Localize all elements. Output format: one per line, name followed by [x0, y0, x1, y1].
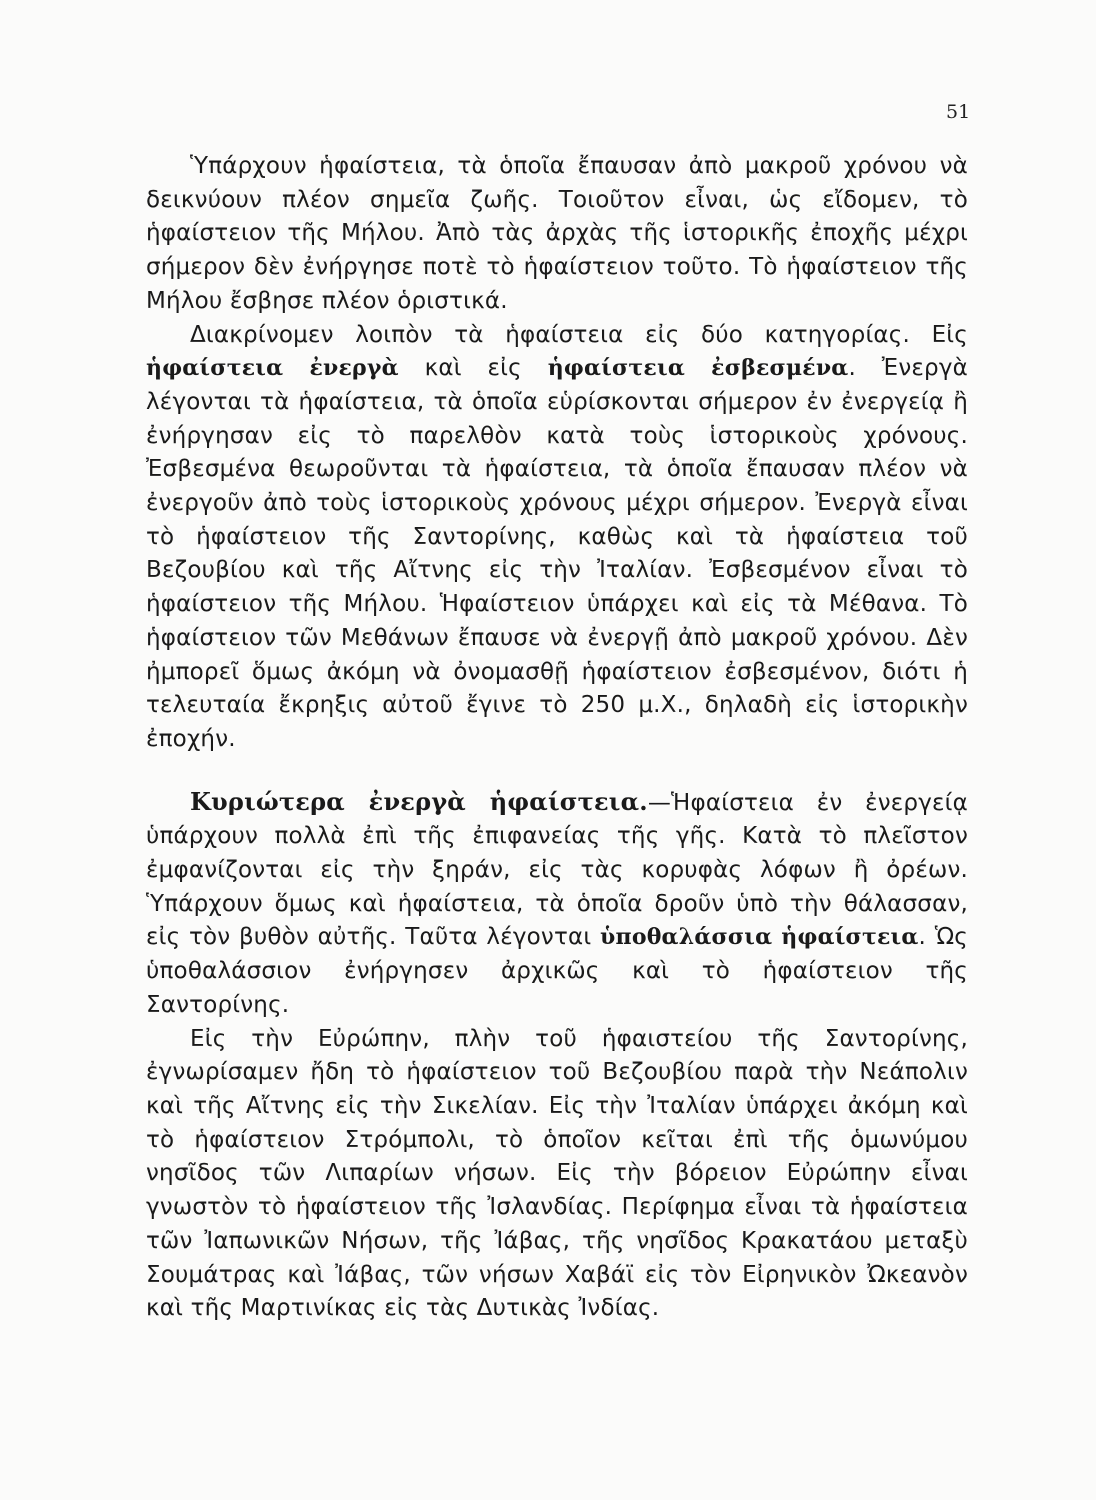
term-extinct-volcanoes: ἡφαίστεια ἐσβεσμένα [547, 355, 849, 382]
body-text [146, 150, 968, 1326]
paragraph-1: Ὑπάρχουν ἡφαίστεια, τὰ ὁποῖα ἔπαυσαν ἀπὸ μακροῦ χρόνου νὰ δεικνύουν πλέον σημεῖα ζωῆς. Τοιοῦτον εἶναι, ὡς εἴδομεν, τὸ ἡφαίστειον τῆς Μήλου. Ἀπὸ τὰς ἀρχὰς τῆς ἱστορικῆς ἐποχῆς μέχρι σήμερον δὲν ἐνήργησε ποτὲ τὸ ἡφαίστειον τοῦτο. Τὸ ἡφαίστειον τῆς Μήλου ἔσβησε πλέον ὁριστικά. [146, 153, 968, 314]
paragraph-2-text-c: καὶ εἰς [398, 355, 548, 382]
paragraph-2-text-a: Διακρίνομεν λοιπὸν τὰ ἡφαίστεια εἰς δύο κατηγορίας. Εἰς [190, 321, 968, 348]
term-submarine-volcanoes: ὑποθαλάσσια ἡφαίστεια [600, 924, 919, 951]
paragraph-3-text-a: —Ἡφαίστεια ἐν ἐνεργείᾳ ὑπάρχουν πολλὰ ἐπὶ τῆς ἐπιφανείας τῆς γῆς. Κατὰ τὸ πλεῖστον ἐμφανίζονται εἰς τὴν ξηράν, εἰς τὰς κορυφὰς λόφων ἢ ὀρέων. Ὑπάρχουν ὅμως καὶ ἡφαίστεια, τὰ ὁποῖα δροῦν ὑπὸ τὴν θάλασσαν, εἰς τὸν βυθὸν αὐτῆς. Ταῦτα λέγονται [146, 789, 968, 951]
term-active-volcanoes: ἡφαίστεια ἐνεργὰ [146, 355, 399, 382]
section-title: Κυριώτερα ἐνεργὰ ἡφαίστεια. [190, 786, 648, 816]
paragraph-4: Εἰς τὴν Εὐρώπην, πλὴν τοῦ ἡφαιστείου τῆς Σαντορίνης, ἐγνωρίσαμεν ἤδη τὸ ἡφαίστειον τοῦ Βεζουβίου παρὰ τὴν Νεάπολιν καὶ τῆς Αἴτνης εἰς τὴν Σικελίαν. Εἰς τὴν Ἰταλίαν ὑπάρχει ἀκόμη καὶ τὸ ἡφαίστειον Στρόμπολι, τὸ ὁποῖον κεῖται ἐπὶ τῆς ὁμωνύμου νησῖδος τῶν Λιπαρίων νήσων. Εἰς τὴν βόρειον Εὐρώπην εἶναι γνωστὸν τὸ ἡφαίστειον τῆς Ἰσλανδίας. Περίφημα εἶναι τὰ ἡφαίστεια τῶν Ἰαπωνικῶν Νήσων, τῆς Ἰάβας, τῆς νησῖδος Κρακατάου μεταξὺ Σουμάτρας καὶ Ἰάβας, τῶν νήσων Χαβάϊ εἰς τὸν Εἰρηνικὸν Ὠκεανὸν καὶ τῆς Μαρτινίκας εἰς τὰς Δυτικὰς Ἰνδίας. [146, 1025, 968, 1322]
page-number: 51 [946, 101, 971, 123]
paragraph-2 [146, 319, 968, 757]
paragraph-3 [146, 785, 968, 1023]
paragraph-2-text-e: . Ἐνεργὰ λέγονται τὰ ἡφαίστεια, τὰ ὁποῖα εὑρίσκονται σήμερον ἐν ἐνεργείᾳ ἢ ἐνήργησαν εἰς τὸ παρελθὸν κατὰ τοὺς ἱστορικοὺς χρόνους. Ἐσβεσμένα θεωροῦνται τὰ ἡφαίστεια, τὰ ὁποῖα ἔπαυσαν πλέον νὰ ἐνεργοῦν ἀπὸ τοὺς ἱστορικοὺς χρόνους μέχρι σήμερον. Ἐνεργὰ εἶναι τὸ ἡφαίστειον τῆς Σαντορίνης, καθὼς καὶ τὰ ἡφαίστεια τοῦ Βεζουβίου καὶ τῆς Αἴτνης εἰς τὴν Ἰταλίαν. Ἐσβεσμένον εἶναι τὸ ἡφαίστειον τῆς Μήλου. Ἡφαίστειον ὑπάρχει καὶ εἰς τὰ Μέθανα. Τὸ ἡφαίστειον τῶν Μεθάνων ἔπαυσε νὰ ἐνεργῇ ἀπὸ μακροῦ χρόνου. Δὲν ἠμπορεῖ ὅμως ἀκόμη νὰ ὀνομασθῇ ἡφαίστειον ἐσβεσμένον, διότι ἡ τελευταία ἔκρηξις αὐτοῦ ἔγινε τὸ 250 μ.Χ., δηλαδὴ εἰς ἱστορικὴν ἐποχήν. [146, 355, 968, 752]
paragraph-3-text-c: . Ὡς ὑποθαλάσσιον ἐνήργησεν ἀρχικῶς καὶ τὸ ἡφαίστειον τῆς Σαντορίνης. [146, 924, 968, 1018]
